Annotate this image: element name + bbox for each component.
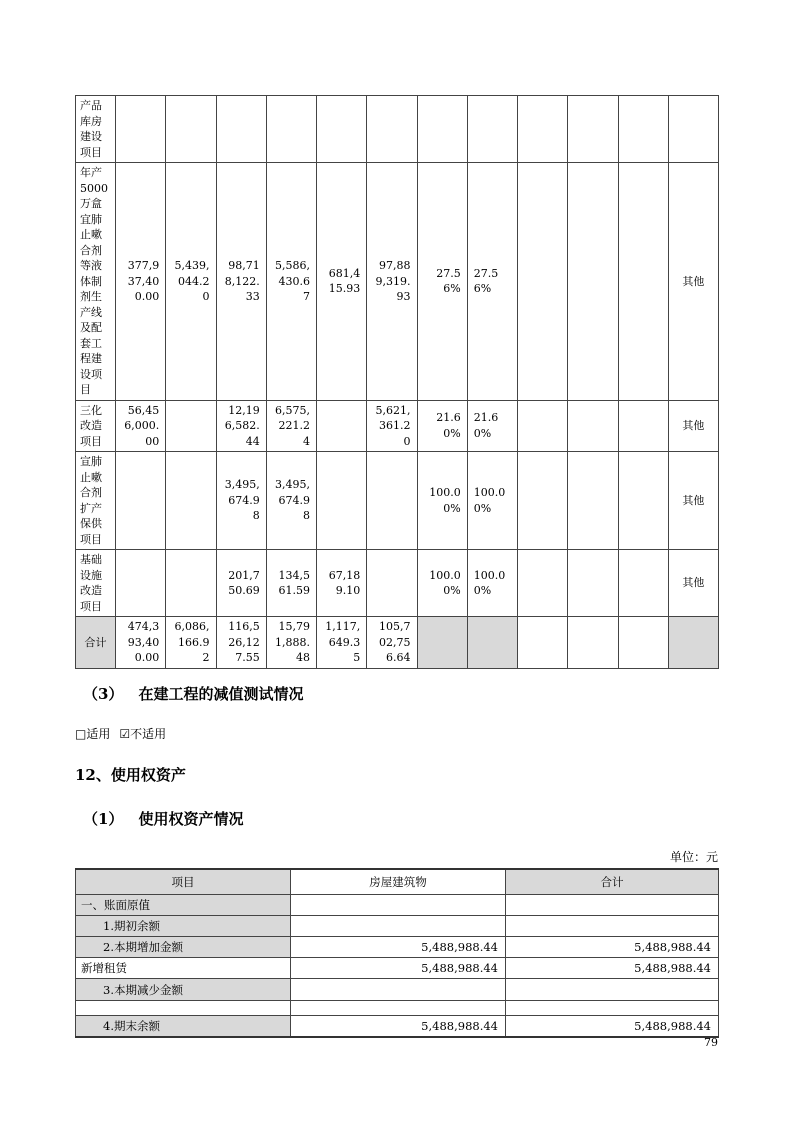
- data-cell: [216, 96, 266, 163]
- section-12-heading: 12、使用权资产: [75, 766, 186, 784]
- data-cell: [618, 550, 668, 617]
- data-cell: [116, 452, 166, 550]
- item-label-cell: 一、账面原值: [76, 895, 291, 916]
- project-name-cell: 年产5000万盒宜肺止嗽合剂等液体制剂生产线及配套工程建设项目: [76, 163, 116, 401]
- data-cell: 12,196,582.44: [216, 400, 266, 452]
- data-cell: 其他: [668, 163, 718, 401]
- data-cell: [467, 96, 517, 163]
- data-cell: 其他: [668, 452, 718, 550]
- project-row: [76, 400, 719, 452]
- unit-label: 单位：元: [669, 850, 718, 864]
- data-cell: [266, 96, 316, 163]
- data-cell: 97,889,319.93: [367, 163, 417, 401]
- data-cell: 100.00%: [417, 452, 467, 550]
- section-3-heading: [83, 683, 718, 704]
- data-cell: [417, 96, 467, 163]
- total-row: [76, 617, 719, 669]
- data-cell: [317, 96, 367, 163]
- data-cell: [317, 452, 367, 550]
- value-cell: [506, 916, 719, 937]
- data-cell: 134,561.59: [266, 550, 316, 617]
- data-cell: 6,086,166.92: [166, 617, 216, 669]
- data-cell: 5,621,361.20: [367, 400, 417, 452]
- value-cell: 5,488,988.44: [291, 937, 506, 958]
- applicable-option: [75, 727, 110, 741]
- data-cell: 56,456,000.00: [116, 400, 166, 452]
- data-cell: 3,495,674.98: [266, 452, 316, 550]
- data-cell: [618, 163, 668, 401]
- data-cell: [618, 400, 668, 452]
- value-cell: [506, 979, 719, 1001]
- project-name-cell: 三化改造项目: [76, 400, 116, 452]
- column-header: 项目: [76, 869, 291, 895]
- data-cell: [116, 96, 166, 163]
- value-cell: [506, 895, 719, 916]
- item-label-cell: 4.期末余额: [76, 1016, 291, 1037]
- data-cell: 100.00%: [467, 452, 517, 550]
- value-cell: [291, 916, 506, 937]
- item-label-cell: 3.本期减少金额: [76, 979, 291, 1001]
- table-row: [76, 958, 719, 979]
- project-name-cell: 基础设施改造项目: [76, 550, 116, 617]
- table-row: [76, 916, 719, 937]
- data-cell: 100.00%: [467, 550, 517, 617]
- data-cell: [618, 617, 668, 669]
- table-row: [76, 895, 719, 916]
- page-content: [75, 95, 718, 1038]
- data-cell: [568, 617, 618, 669]
- value-cell: 5,488,988.44: [506, 1016, 719, 1037]
- data-cell: [568, 96, 618, 163]
- item-label-cell: 新增租赁: [76, 958, 291, 979]
- right-of-use-assets-table: [75, 868, 719, 1038]
- data-cell: 15,791,888.48: [266, 617, 316, 669]
- data-cell: 1,117,649.35: [317, 617, 367, 669]
- value-cell: 5,488,988.44: [506, 937, 719, 958]
- data-cell: [568, 163, 618, 401]
- checkbox-checked-icon: ☑: [119, 727, 131, 741]
- data-cell: [317, 400, 367, 452]
- data-cell: [367, 452, 417, 550]
- column-header: 房屋建筑物: [291, 869, 506, 895]
- section-12-1-heading: [83, 808, 718, 829]
- data-cell: [367, 550, 417, 617]
- checkbox-unchecked-icon: □: [75, 727, 87, 741]
- data-cell: 5,439,044.20: [166, 163, 216, 401]
- data-cell: [367, 96, 417, 163]
- value-cell: [291, 1001, 506, 1016]
- not-applicable-label: 不适用: [130, 727, 167, 741]
- data-cell: [568, 400, 618, 452]
- table-row: [76, 979, 719, 1001]
- data-cell: [116, 550, 166, 617]
- data-cell: [668, 617, 718, 669]
- data-cell: 681,415.93: [317, 163, 367, 401]
- data-cell: 100.00%: [417, 550, 467, 617]
- page-number: 79: [704, 1036, 718, 1049]
- data-cell: 201,750.69: [216, 550, 266, 617]
- data-cell: [166, 452, 216, 550]
- data-cell: 21.60%: [417, 400, 467, 452]
- data-cell: 116,526,127.55: [216, 617, 266, 669]
- item-label-cell: [76, 1001, 291, 1016]
- not-applicable-option: [119, 727, 166, 741]
- section-3-title: 在建工程的减值测试情况: [138, 685, 304, 703]
- item-label-cell: 1.期初余额: [76, 916, 291, 937]
- data-cell: 474,393,400.00: [116, 617, 166, 669]
- applicability-line: [75, 725, 718, 742]
- item-label-cell: 2.本期增加金额: [76, 937, 291, 958]
- applicable-label: 适用: [86, 727, 111, 741]
- data-cell: [518, 96, 568, 163]
- data-cell: [568, 550, 618, 617]
- table-row: [76, 1001, 719, 1016]
- project-row: [76, 96, 719, 163]
- data-cell: 67,189.10: [317, 550, 367, 617]
- value-cell: 5,488,988.44: [291, 1016, 506, 1037]
- section-12-1-title: 使用权资产情况: [138, 810, 244, 828]
- table-row: [76, 1016, 719, 1037]
- data-cell: [518, 617, 568, 669]
- data-cell: 105,702,756.64: [367, 617, 417, 669]
- value-cell: [506, 1001, 719, 1016]
- data-cell: [166, 400, 216, 452]
- data-cell: 21.60%: [467, 400, 517, 452]
- table-row: [76, 937, 719, 958]
- section-3-number: （3）: [83, 685, 124, 703]
- value-cell: 5,488,988.44: [506, 958, 719, 979]
- data-cell: 6,575,221.24: [266, 400, 316, 452]
- construction-in-progress-table: [75, 95, 719, 669]
- data-cell: [568, 452, 618, 550]
- data-cell: 其他: [668, 400, 718, 452]
- project-name-cell: 宣肺止嗽合剂扩产保供项目: [76, 452, 116, 550]
- project-row: [76, 550, 719, 617]
- column-header: 合计: [506, 869, 719, 895]
- data-cell: 98,718,122.33: [216, 163, 266, 401]
- data-cell: 其他: [668, 550, 718, 617]
- data-cell: 27.56%: [417, 163, 467, 401]
- data-cell: [618, 452, 668, 550]
- data-cell: [518, 550, 568, 617]
- data-cell: 27.56%: [467, 163, 517, 401]
- table-header-row: [76, 869, 719, 895]
- project-name-cell: 产品库房建设项目: [76, 96, 116, 163]
- data-cell: [166, 96, 216, 163]
- data-cell: 3,495,674.98: [216, 452, 266, 550]
- data-cell: [467, 617, 517, 669]
- value-cell: 5,488,988.44: [291, 958, 506, 979]
- data-cell: [618, 96, 668, 163]
- project-row: [76, 452, 719, 550]
- data-cell: 5,586,430.67: [266, 163, 316, 401]
- project-row: [76, 163, 719, 401]
- data-cell: [166, 550, 216, 617]
- data-cell: [668, 96, 718, 163]
- data-cell: 377,937,400.00: [116, 163, 166, 401]
- value-cell: [291, 895, 506, 916]
- value-cell: [291, 979, 506, 1001]
- total-row-label: 合计: [76, 617, 116, 669]
- data-cell: [518, 400, 568, 452]
- section-12-1-number: （1）: [83, 810, 124, 828]
- data-cell: [417, 617, 467, 669]
- data-cell: [518, 163, 568, 401]
- data-cell: [518, 452, 568, 550]
